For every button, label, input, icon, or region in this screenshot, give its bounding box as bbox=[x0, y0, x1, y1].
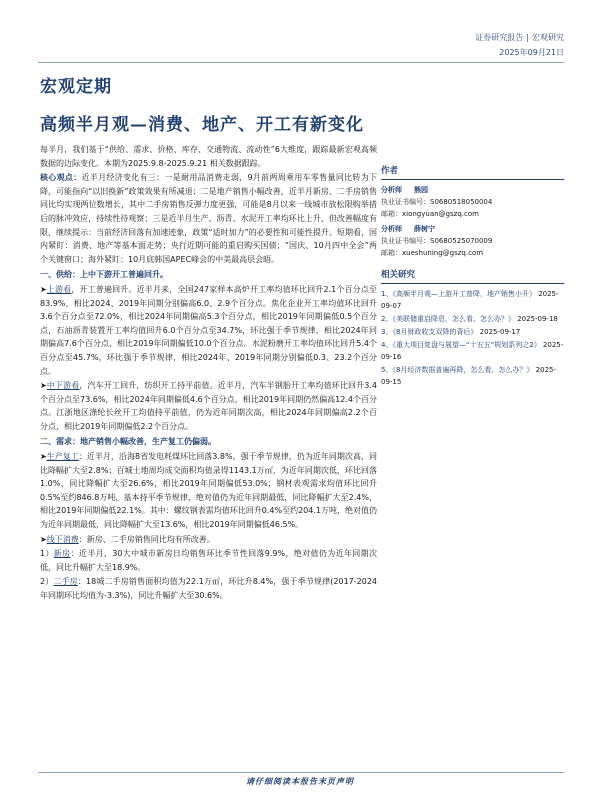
analyst-block bbox=[381, 184, 564, 220]
core-view-paragraph bbox=[40, 171, 377, 266]
related-research-date: 2025-09-16 bbox=[381, 341, 564, 361]
report-date: 2025年09月21日 bbox=[499, 48, 564, 57]
report-title: 高频半月观—消费、地产、开工有新变化 bbox=[40, 115, 364, 135]
second-hand-paragraph bbox=[40, 575, 377, 602]
production-label: 生产复工 bbox=[46, 452, 79, 462]
upstream-text: ，开工普遍回升。近半月来，全国247家样本高炉开工率均值环比回升2.1个百分点至83.9%，相比2024、2019年同期分别偏高6.0、2.9个百分点。焦化企业开工率均值环比回升3.6个百分点至72.0%，相比2024年同期偏高5.3个百分点，相比2019年同期偏低0.5个百分点，石油沥青装置开工率均值回升6.0个百分点至34.7%，环比强于季节规律，相比2024年同期偏高7.6个百分点，相比2019年同期偏低10.0个百分点。水泥粉磨开工率均值环比回升5.4个百分点至45.7%，环比强于季节规律，相比2024年、2019年同期分别偏低0.3、23.2个百分点。 bbox=[40, 284, 377, 376]
license-label: 执业证书编号： bbox=[381, 237, 430, 245]
second-hand-label: 二手房 bbox=[53, 577, 78, 587]
license-number: S0680518050004 bbox=[430, 198, 493, 206]
email-link[interactable]: xueshuning@gszq.com bbox=[402, 249, 484, 257]
email-link[interactable]: xiongyuan@gszq.com bbox=[402, 210, 479, 218]
new-home-prefix: 1） bbox=[40, 549, 54, 559]
analyst-name: 薛树宁 bbox=[414, 225, 435, 233]
second-hand-text: ：18城二手房销售面积均值为22.1万㎡，环比升8.4%，强于季节规律(2017-2024年同期环比均值为-3.3%)，同比升幅扩大至30.6%。 bbox=[40, 577, 378, 600]
related-research-item[interactable] bbox=[381, 339, 564, 363]
related-research-title[interactable]: 4、《重大项目复盘与展望—“十五五”规划系列之2》 bbox=[381, 341, 541, 349]
core-view-label: 核心观点： bbox=[40, 173, 82, 183]
related-research-title[interactable]: 1、《高频半月观—上游开工普降，地产销售小升》 bbox=[381, 290, 536, 298]
analyst-email bbox=[381, 247, 564, 259]
analyst-license bbox=[381, 196, 564, 208]
intro-paragraph: 每半月，我们基于“供给、需求、价格、库存、交通物流、流动性”6大维度，跟踪最新宏观高频数据的边际变化。本期为2025.9.8-2025.9.21 相关数据跟踪。 bbox=[40, 145, 377, 168]
related-research-item[interactable] bbox=[381, 313, 564, 325]
report-subcategory: 宏观研究 bbox=[532, 33, 564, 42]
related-research-title[interactable]: 5、《8月经济数据普遍再降，怎么看、怎么办？》 bbox=[381, 366, 534, 374]
related-research-date: 2025-09-07 bbox=[381, 290, 559, 310]
footer-divider bbox=[38, 772, 564, 773]
production-paragraph: ➤生产复工：近半月，沿海8省发电耗煤环比回落3.8%，强于季节规律，仍为近年同期次高，同比降幅扩大至2.8%；百城土地周均成交面积均值录得1143.1万㎡，为近年同期次低，环比回落1.0%，同比降幅扩大至26.6%，相比2019年同期偏低53.0%；钢材表观需求均值环比回升0.5%至约846.8万吨，基本持平季节规律，绝对值仍为近年同期最低，同比降幅扩大至2.4%，相比2019年同期偏低22.1%。其中：螺纹钢表需均值环比回升0.4%至约204.1万吨，绝对值仍为近年同期最低，同比降幅扩大至13.6%，相比2019年同期偏低46.5%。 bbox=[40, 452, 377, 530]
author-heading: 作者 bbox=[381, 165, 564, 180]
footer-disclaimer: 请仔细阅读本报告末页声明 bbox=[246, 777, 354, 786]
analyst-role: 分析师 bbox=[381, 186, 402, 194]
email-label: 邮箱： bbox=[381, 249, 402, 257]
related-research-heading: 相关研究 bbox=[381, 269, 564, 284]
offline-consumption-paragraph: ➤线下消费：新房、二手房销售同比均有所改善。 bbox=[40, 534, 215, 544]
analyst-name-row bbox=[381, 223, 564, 235]
production-text: ：近半月，沿海8省发电耗煤环比回落3.8%，强于季节规律，仍为近年同期次高，同比降幅扩大至2.8%；百城土地周均成交面积均值录得1143.1万㎡，为近年同期次低，环比回落1.0%，同比降幅扩大至26.6%，相比2019年同期偏低53.0%；钢材表观需求均值环比回升0.5%至约846.8万吨，基本持平季节规律，绝对值仍为近年同期最低，同比降幅扩大至2.4%，相比2019年同期偏低22.1%。其中：螺纹钢表需均值环比回升0.4%至约204.1万吨，绝对值仍为近年同期最低，同比降幅扩大至13.6%，相比2019年同期偏低46.5%。 bbox=[40, 452, 377, 530]
related-research-item[interactable] bbox=[381, 288, 564, 312]
header-divider bbox=[38, 62, 564, 63]
analyst-license bbox=[381, 235, 564, 247]
related-research-item[interactable] bbox=[381, 326, 564, 338]
email-label: 邮箱： bbox=[381, 210, 402, 218]
analyst-role: 分析师 bbox=[381, 225, 402, 233]
license-label: 执业证书编号： bbox=[381, 198, 430, 206]
license-number: S0680525070009 bbox=[430, 237, 493, 245]
related-research-date: 2025-09-18 bbox=[517, 315, 558, 323]
offline-consumption-label: 线下消费 bbox=[46, 534, 79, 544]
midstream-label: 中下游看 bbox=[46, 381, 80, 391]
report-type: 宏观定期 bbox=[40, 77, 112, 97]
header-separator: | bbox=[526, 33, 529, 42]
analyst-name-row bbox=[381, 184, 564, 196]
related-research-title[interactable]: 3、《8月财政收支双降的背后》 bbox=[381, 328, 478, 336]
core-view-text: 近半月经济变化有三：一是耐用品消费走弱，9月前两周乘用车零售量同比转为下降，可能指向“以旧换新”政策效果有所减退；二是地产销售小幅改善，近半月新房、二手房销售同比均实现两位数增长，其中二手房销售反弹力度更强，可能是8月以来一线城市放松限购举措后的脉冲效应，持续性待观察；三是近半月生产、沥青、水泥开工率均环比上升，但改善幅度有限，继续提示：当前经济回落有加速迹象，政策“适时加力”的必要性和可能性提升。短期看，国内紧盯：消费、地产等基本面走势；央行近期可能的重启购买国债；“国庆、10月四中全会”两个关键窗口；海外紧盯：10月底韩国APEC峰会的中美最高层会晤。 bbox=[40, 173, 378, 264]
report-header bbox=[475, 30, 564, 60]
section-supply-heading: 一、供给：上中下游开工普遍回升。 bbox=[40, 270, 168, 280]
midstream-paragraph: ➤中下游看，汽车开工回升，纺织开工持平前值。近半月，汽车半钢胎开工率均值环比回升3.4个百分点至73.6%，相比2024年同期偏低4.6个百分点、相比2019年同期仍然偏高12.4个百分点。江浙地区涤纶长丝开工均值持平前值，仍为近年同期次高，相比2024年同期偏高2.2个百分点，相比2019年同期偏低2.2个百分点。 bbox=[40, 381, 377, 431]
new-home-paragraph bbox=[40, 547, 377, 574]
analyst-email bbox=[381, 208, 564, 220]
new-home-label: 新房 bbox=[53, 549, 71, 559]
upstream-label: 上游看 bbox=[46, 284, 72, 294]
analyst-block bbox=[381, 223, 564, 259]
related-research-item[interactable] bbox=[381, 364, 564, 388]
second-hand-prefix: 2） bbox=[40, 577, 54, 587]
offline-consumption-text: ：新房、二手房销售同比均有所改善。 bbox=[78, 534, 215, 544]
main-body bbox=[40, 143, 377, 604]
new-home-text: ：近半月，30大中城市新房日均销售环比季节性回落9.9%，绝对值仍为近年同期次低，同比升幅扩大至18.9%。 bbox=[40, 549, 377, 572]
related-research-date: 2025-09-15 bbox=[381, 366, 556, 386]
report-category-line bbox=[475, 30, 564, 45]
upstream-paragraph: ➤上游看，开工普遍回升。近半月来，全国247家样本高炉开工率均值环比回升2.1个百分点至83.9%，相比2024、2019年同期分别偏高6.0、2.9个百分点。焦化企业开工率均值环比回升3.6个百分点至72.0%，相比2024年同期偏高5.3个百分点，相比2019年同期偏低0.5个百分点，石油沥青装置开工率均值回升6.0个百分点至34.7%，环比强于季节规律，相比2024年同期偏高7.6个百分点，相比2019年同期偏低10.0个百分点。水泥粉磨开工率均值环比回升5.4个百分点至45.7%，环比强于季节规律，相比2024年、2019年同期分别偏低0.3、23.2个百分点。 bbox=[40, 284, 377, 376]
related-research-title[interactable]: 2、《美联储重启降息，怎么看、怎么办？》 bbox=[381, 315, 515, 323]
section-demand-heading: 二、需求：地产销售小幅改善，生产复工仍偏弱。 bbox=[40, 437, 216, 447]
sidebar bbox=[381, 165, 564, 389]
analyst-name: 熊园 bbox=[414, 186, 428, 194]
midstream-text: ，汽车开工回升，纺织开工持平前值。近半月，汽车半钢胎开工率均值环比回升3.4个百分点至73.6%，相比2024年同期偏低4.6个百分点、相比2019年同期仍然偏高12.4个百分点。江浙地区涤纶长丝开工均值持平前值，仍为近年同期次高，相比2024年同期偏高2.2个百分点，相比2019年同期偏低2.2个百分点。 bbox=[40, 381, 377, 431]
report-category: 证券研究报告 bbox=[475, 33, 524, 42]
related-research-date: 2025-09-17 bbox=[479, 328, 521, 336]
